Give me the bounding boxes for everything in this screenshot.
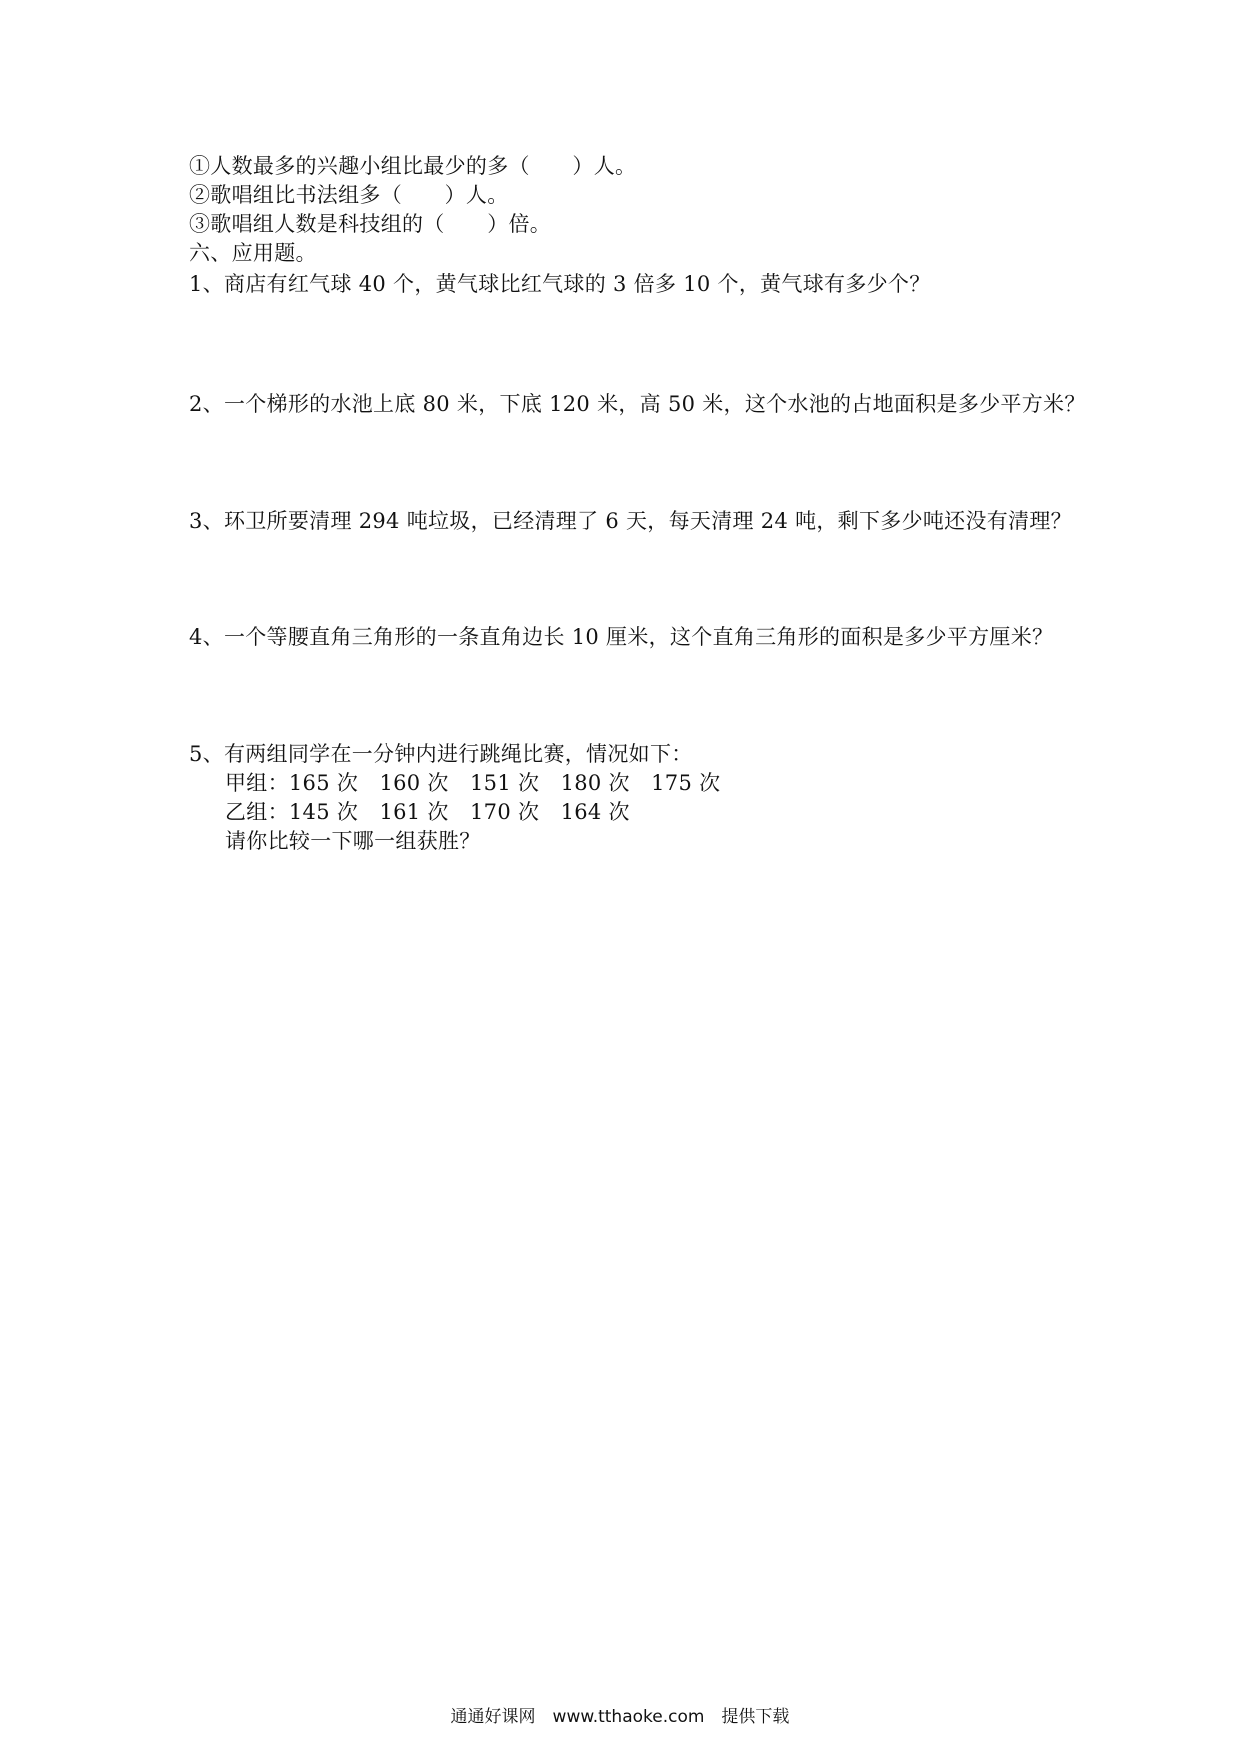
problem-2: 2、一个梯形的水池上底 80 米，下底 120 米，高 50 米，这个水池的占地面积是多少平方米？: [189, 392, 1086, 416]
fill-item-3: ③歌唱组人数是科技组的（ ）倍。: [189, 212, 552, 236]
problem-5: 5、有两组同学在一分钟内进行跳绳比赛，情况如下：: [189, 742, 693, 766]
section-title: 六、应用题。: [189, 241, 317, 265]
problem-5-group-b: 乙组：145 次 161 次 170 次 164 次: [225, 800, 630, 824]
page-footer: 通通好课网 www.tthaoke.com 提供下载: [450, 1707, 790, 1727]
problem-3: 3、环卫所要清理 294 吨垃圾，已经清理了 6 天，每天清理 24 吨，剩下多少吨还没有清理？: [189, 509, 1072, 533]
fill-item-2: ②歌唱组比书法组多（ ）人。: [189, 183, 509, 207]
fill-item-1: ①人数最多的兴趣小组比最少的多（ ）人。: [189, 154, 637, 178]
problem-5-question: 请你比较一下哪一组获胜？: [225, 829, 481, 853]
problem-5-group-a: 甲组：165 次 160 次 151 次 180 次 175 次: [225, 771, 721, 795]
problem-4: 4、一个等腰直角三角形的一条直角边长 10 厘米，这个直角三角形的面积是多少平方厘米？: [189, 625, 1054, 649]
problem-1: 1、商店有红气球 40 个，黄气球比红气球的 3 倍多 10 个，黄气球有多少个？: [189, 272, 931, 296]
